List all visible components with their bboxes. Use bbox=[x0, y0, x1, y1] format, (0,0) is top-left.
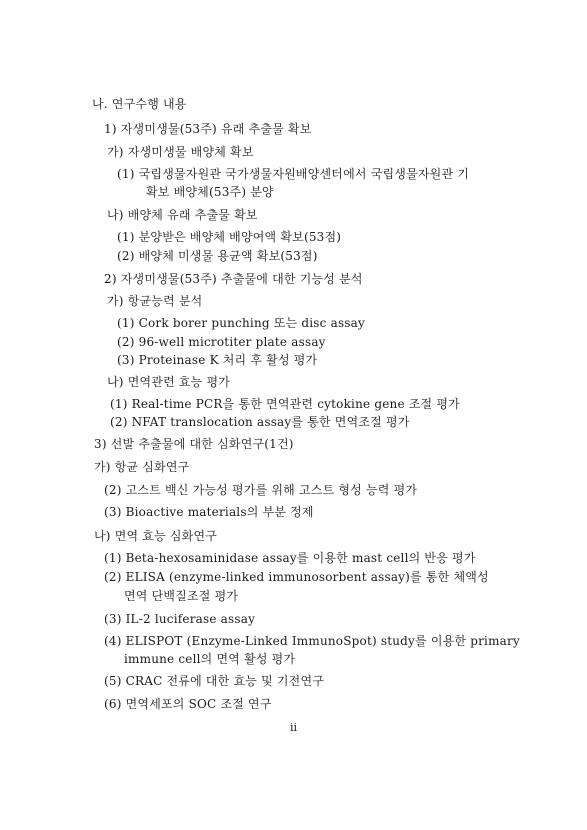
item-1-na-1: (1) 분양받은 배양체 배양여액 확보(53점) bbox=[117, 230, 342, 244]
item-2-na-2: (2) NFAT translocation assay를 통한 면역조절 평가 bbox=[110, 415, 410, 429]
item-3-heading: 3) 선발 추출물에 대한 심화연구(1건) bbox=[94, 437, 294, 451]
item-1-ga-1-continued: 확보 배양체(53주) 분양 bbox=[146, 185, 274, 199]
section-heading-research-content: 나. 연구수행 내용 bbox=[92, 97, 187, 111]
item-3-na-6: (6) 면역세포의 SOC 조절 연구 bbox=[104, 697, 272, 711]
item-3-ga-heading: 가) 항균 심화연구 bbox=[94, 460, 190, 474]
item-2-ga-heading: 가) 항균능력 분석 bbox=[107, 294, 203, 308]
item-3-na-1: (1) Beta-hexosaminidase assay를 이용한 mast cell의 반응 평가 bbox=[104, 551, 476, 565]
item-1-ga-1: (1) 국립생물자원관 국가생물자원배양센터에서 국립생물자원관 기 bbox=[117, 167, 470, 181]
item-1-na-heading: 나) 배양체 유래 추출물 확보 bbox=[107, 208, 258, 222]
item-1-ga-heading: 가) 자생미생물 배양체 확보 bbox=[107, 145, 254, 159]
item-3-ga-2: (2) 고스트 백신 가능성 평가를 위해 고스트 형성 능력 평가 bbox=[104, 483, 418, 497]
item-3-na-4-continued: immune cell의 면역 활성 평가 bbox=[124, 652, 296, 666]
item-2-na-heading: 나) 면역관련 효능 평가 bbox=[107, 375, 231, 389]
page-number: ii bbox=[289, 721, 298, 734]
item-3-na-5: (5) CRAC 전류에 대한 효능 및 기전연구 bbox=[104, 674, 325, 688]
item-2-na-1: (1) Real-time PCR을 통한 면역관련 cytokine gene 조절 평가 bbox=[110, 397, 460, 411]
item-3-na-2-continued: 면역 단백질조절 평가 bbox=[124, 589, 239, 603]
item-2-ga-2: (2) 96-well microtiter plate assay bbox=[117, 335, 326, 349]
item-3-na-2: (2) ELISA (enzyme-linked immunosorbent assay)를 통한 체액성 bbox=[104, 570, 489, 584]
item-3-na-3: (3) IL-2 luciferase assay bbox=[104, 612, 256, 626]
item-1-heading: 1) 자생미생물(53주) 유래 추출물 확보 bbox=[104, 122, 312, 136]
item-3-na-4: (4) ELISPOT (Enzyme-Linked ImmunoSpot) study를 이용한 primary bbox=[104, 634, 520, 648]
item-3-na-heading: 나) 면역 효능 심화연구 bbox=[94, 529, 218, 543]
item-2-ga-3: (3) Proteinase K 처리 후 활성 평가 bbox=[117, 353, 318, 367]
item-1-na-2: (2) 배양체 미생물 용균액 확보(53점) bbox=[117, 249, 318, 263]
item-3-ga-3: (3) Bioactive materials의 부분 정제 bbox=[104, 505, 314, 519]
item-2-ga-1: (1) Cork borer punching 또는 disc assay bbox=[117, 316, 366, 330]
item-2-heading: 2) 자생미생물(53주) 추출물에 대한 기능성 분석 bbox=[104, 272, 363, 286]
